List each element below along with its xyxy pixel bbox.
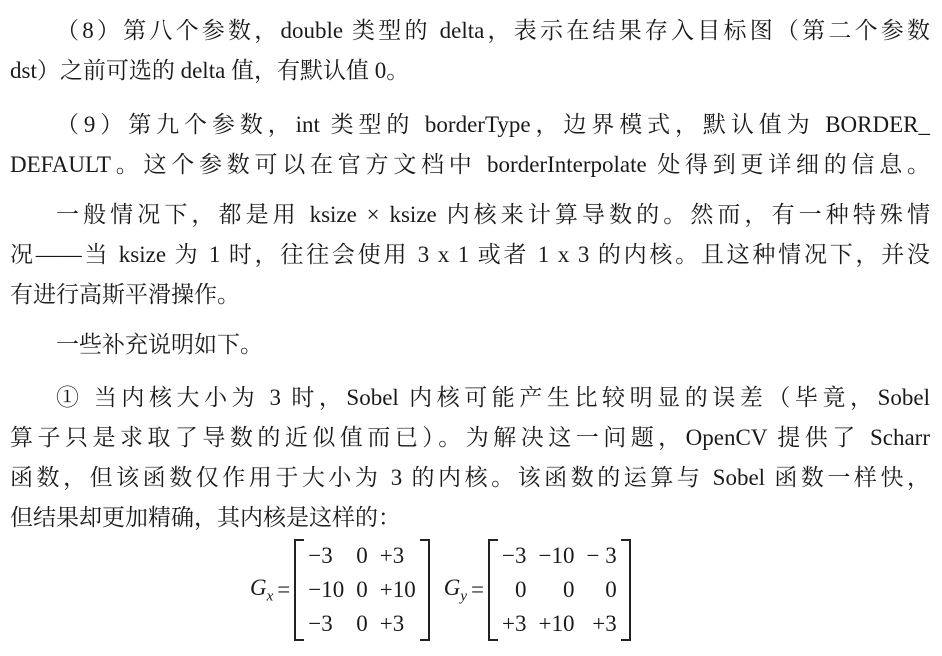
text-line: 函数，但该函数仅作用于大小为 3 的内核。该函数的运算与 Sobel 函数一样快， — [10, 465, 930, 490]
equals-sign: = — [471, 577, 485, 602]
gy-matrix — [488, 539, 631, 641]
matrix-cell: 0 — [356, 543, 368, 568]
matrix-cell: +10 — [379, 577, 416, 602]
text-line: 况——当 ksize 为 1 时，往往会使用 3 x 1 或者 1 x 3 的内核。且这种情况下，并没 — [10, 242, 930, 267]
matrix-cell: 0 — [356, 577, 368, 602]
text-line: （9）第九个参数，int 类型的 borderType，边界模式，默认值为 BORDER_ — [56, 112, 930, 137]
matrix-cell: 0 — [605, 577, 617, 602]
matrix-cell: −3 — [308, 611, 333, 636]
matrix-cell: 0 — [515, 577, 527, 602]
matrix-cell: 0 — [563, 577, 575, 602]
text-line: 一般情况下，都是用 ksize × ksize 内核来计算导数的。然而，有一种特殊情 — [56, 202, 930, 227]
matrix-cell: 0 — [356, 611, 368, 636]
matrix-cell: −10 — [308, 577, 345, 602]
matrix-cell: +3 — [379, 543, 405, 568]
matrix-cell: +3 — [592, 611, 617, 636]
text-line: （8）第八个参数，double 类型的 delta，表示在结果存入目标图（第二个参数 — [56, 18, 930, 43]
equals-sign: = — [277, 577, 291, 602]
gx-matrix — [294, 539, 429, 641]
matrix-cell: +3 — [502, 611, 527, 636]
text-line: dst）之前可选的 delta 值，有默认值 0。 — [10, 58, 410, 83]
matrix-cell: −10 — [538, 543, 575, 568]
gy-label: $G_y$ — [443, 574, 468, 605]
matrix-cell: −3 — [308, 543, 333, 568]
matrix-cell: −3 — [502, 543, 527, 568]
text-line: DEFAULT。这个参数可以在官方文档中 borderInterpolate 处得到更详细的信息。 — [10, 152, 930, 177]
text-line: 有进行高斯平滑操作。 — [10, 282, 240, 307]
gx-label: $G_x$ — [250, 574, 274, 605]
matrix-cell: +3 — [379, 611, 405, 636]
text-line: 但结果却更加精确，其内核是这样的： — [10, 505, 401, 530]
matrix-cell: − 3 — [586, 543, 617, 568]
text-line: ① 当内核大小为 3 时，Sobel 内核可能产生比较明显的误差（毕竟，Sobel — [56, 385, 930, 410]
matrix-cell: +10 — [538, 611, 575, 636]
text-line: 一些补充说明如下。 — [56, 332, 263, 357]
scharr-kernel-equation — [250, 536, 645, 644]
text-line: 算子只是求取了导数的近似值而已）。为解决这一问题，OpenCV 提供了 Scharr — [10, 425, 930, 450]
